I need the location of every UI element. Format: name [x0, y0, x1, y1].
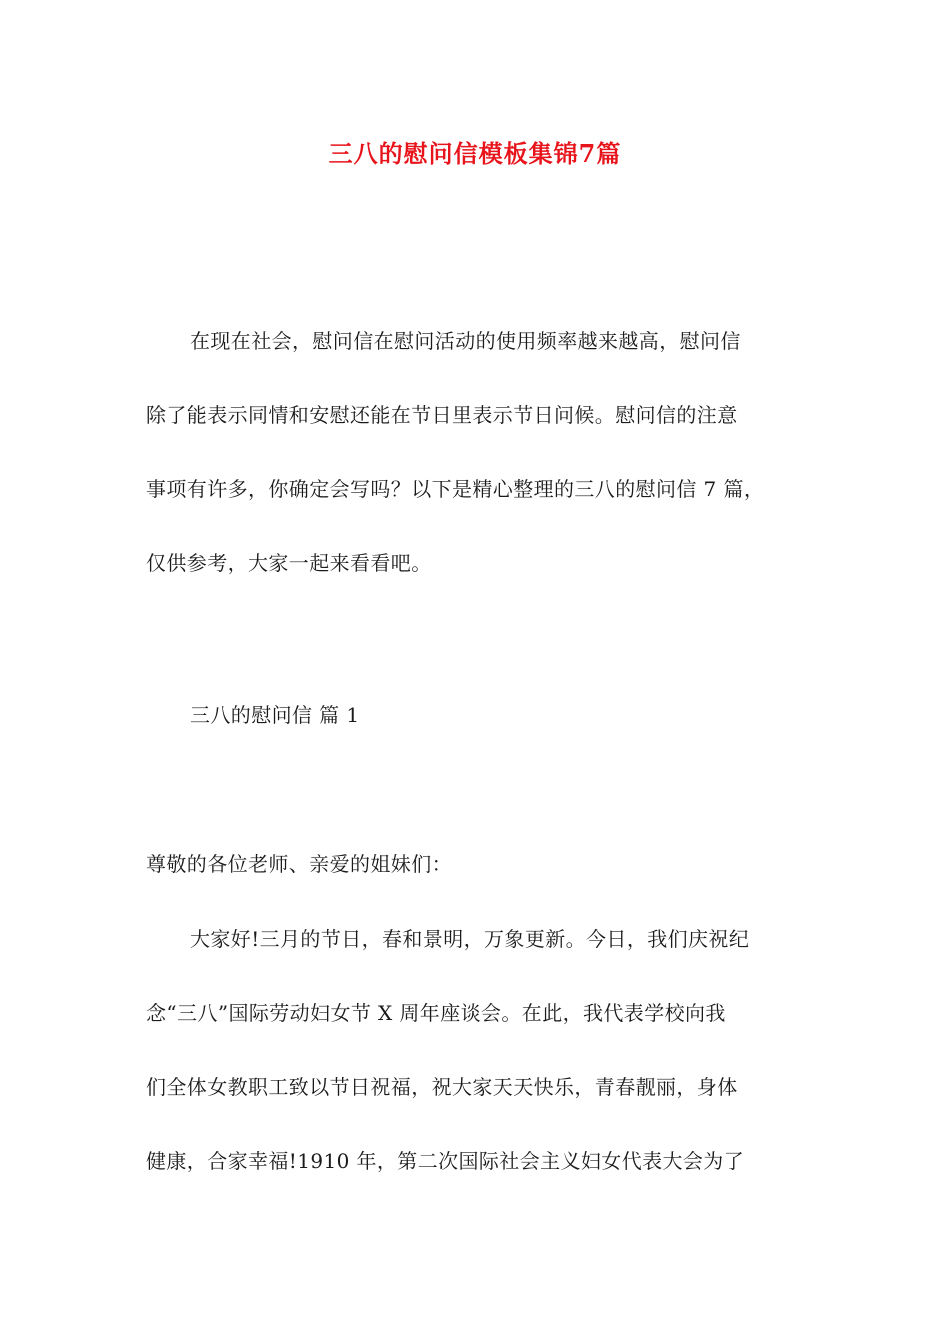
intro-line-1: 在现在社会，慰问信在慰问活动的使用频率越来越高，慰问信 — [190, 329, 741, 353]
body-line-2: 念“三八”国际劳动妇女节 X 周年座谈会。在此，我代表学校向我 — [146, 1001, 726, 1025]
body-line-1: 大家好!三月的节日，春和景明，万象更新。今日，我们庆祝纪 — [190, 927, 750, 951]
intro-line-2: 除了能表示同情和安慰还能在节日里表示节日问候。慰问信的注意 — [146, 403, 738, 427]
document-title: 三八的慰问信模板集锦7篇 — [328, 139, 622, 168]
intro-line-3: 事项有许多，你确定会写吗？以下是精心整理的三八的慰问信 7 篇， — [146, 477, 765, 501]
salutation: 尊敬的各位老师、亲爱的姐妹们： — [146, 852, 452, 876]
intro-line-4: 仅供参考，大家一起来看看吧。 — [146, 551, 432, 575]
body-line-4: 健康，合家幸福!1910 年，第二次国际社会主义妇女代表大会为了 — [146, 1149, 745, 1173]
section-heading: 三八的慰问信 篇 1 — [190, 703, 360, 727]
body-line-3: 们全体女教职工致以节日祝福，祝大家天天快乐，青春靓丽，身体 — [146, 1075, 738, 1099]
